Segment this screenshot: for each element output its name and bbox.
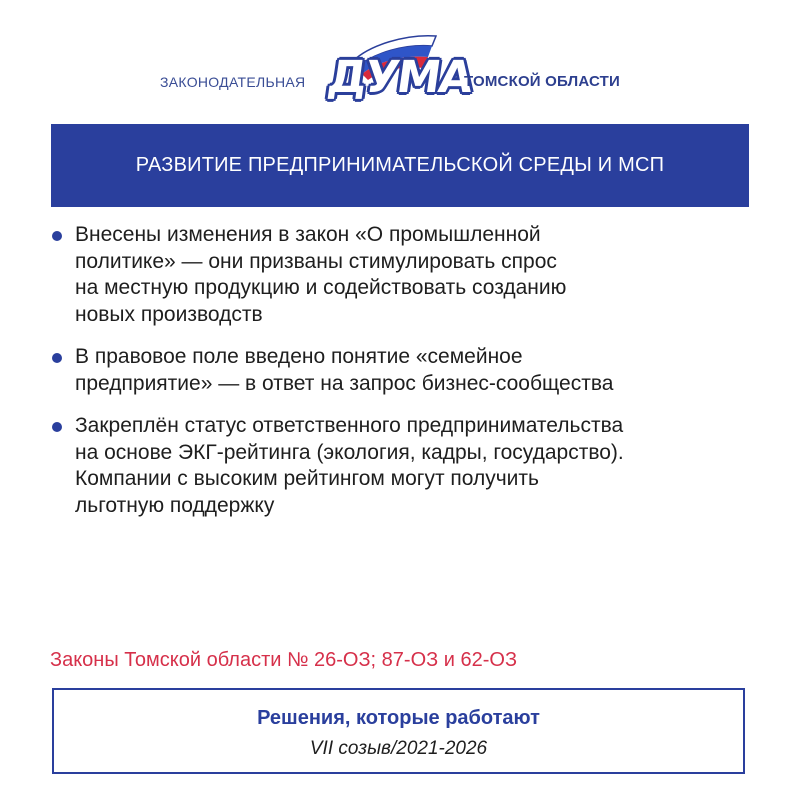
duma-logo xyxy=(324,30,475,106)
bullet-dot-icon xyxy=(52,422,62,432)
list-item xyxy=(50,344,750,397)
bullet-dot-icon xyxy=(52,231,62,241)
list-item-text: В правовое поле введено понятие «семейное предприятие» — в ответ на запрос бизнес-сообщества xyxy=(75,345,614,395)
footer-box xyxy=(52,688,745,774)
section-title-band xyxy=(51,124,749,207)
list-item-text: Закреплён статус ответственного предпринимательства на основе ЭКГ-рейтинга (экология, кадры, государство). Компании с высоким рейтингом могут получить льготную поддержку xyxy=(75,414,624,517)
list-item-text: Внесены изменения в закон «О промышленной политике» — они призваны стимулировать спрос на местную продукцию и содействовать созданию новых производств xyxy=(75,223,567,326)
footer-subtitle: VII созыв/2021-2026 xyxy=(309,738,488,759)
header-left-text: ЗАКОНОДАТЕЛЬНАЯ xyxy=(160,74,306,90)
list-item xyxy=(50,222,750,328)
logo-wordmark: ДУМА xyxy=(324,52,475,103)
list-item xyxy=(50,413,750,519)
footer-title: Решения, которые работают xyxy=(257,707,540,729)
laws-reference: Законы Томской области № 26-ОЗ; 87-ОЗ и 62-ОЗ xyxy=(50,649,518,671)
section-title: РАЗВИТИЕ ПРЕДПРИНИМАТЕЛЬСКОЙ СРЕДЫ И МСП xyxy=(135,154,665,176)
header xyxy=(0,30,800,110)
bullet-list xyxy=(50,222,750,535)
header-right-text: ТОМСКОЙ ОБЛАСТИ xyxy=(464,73,621,90)
bullet-dot-icon xyxy=(52,353,62,363)
